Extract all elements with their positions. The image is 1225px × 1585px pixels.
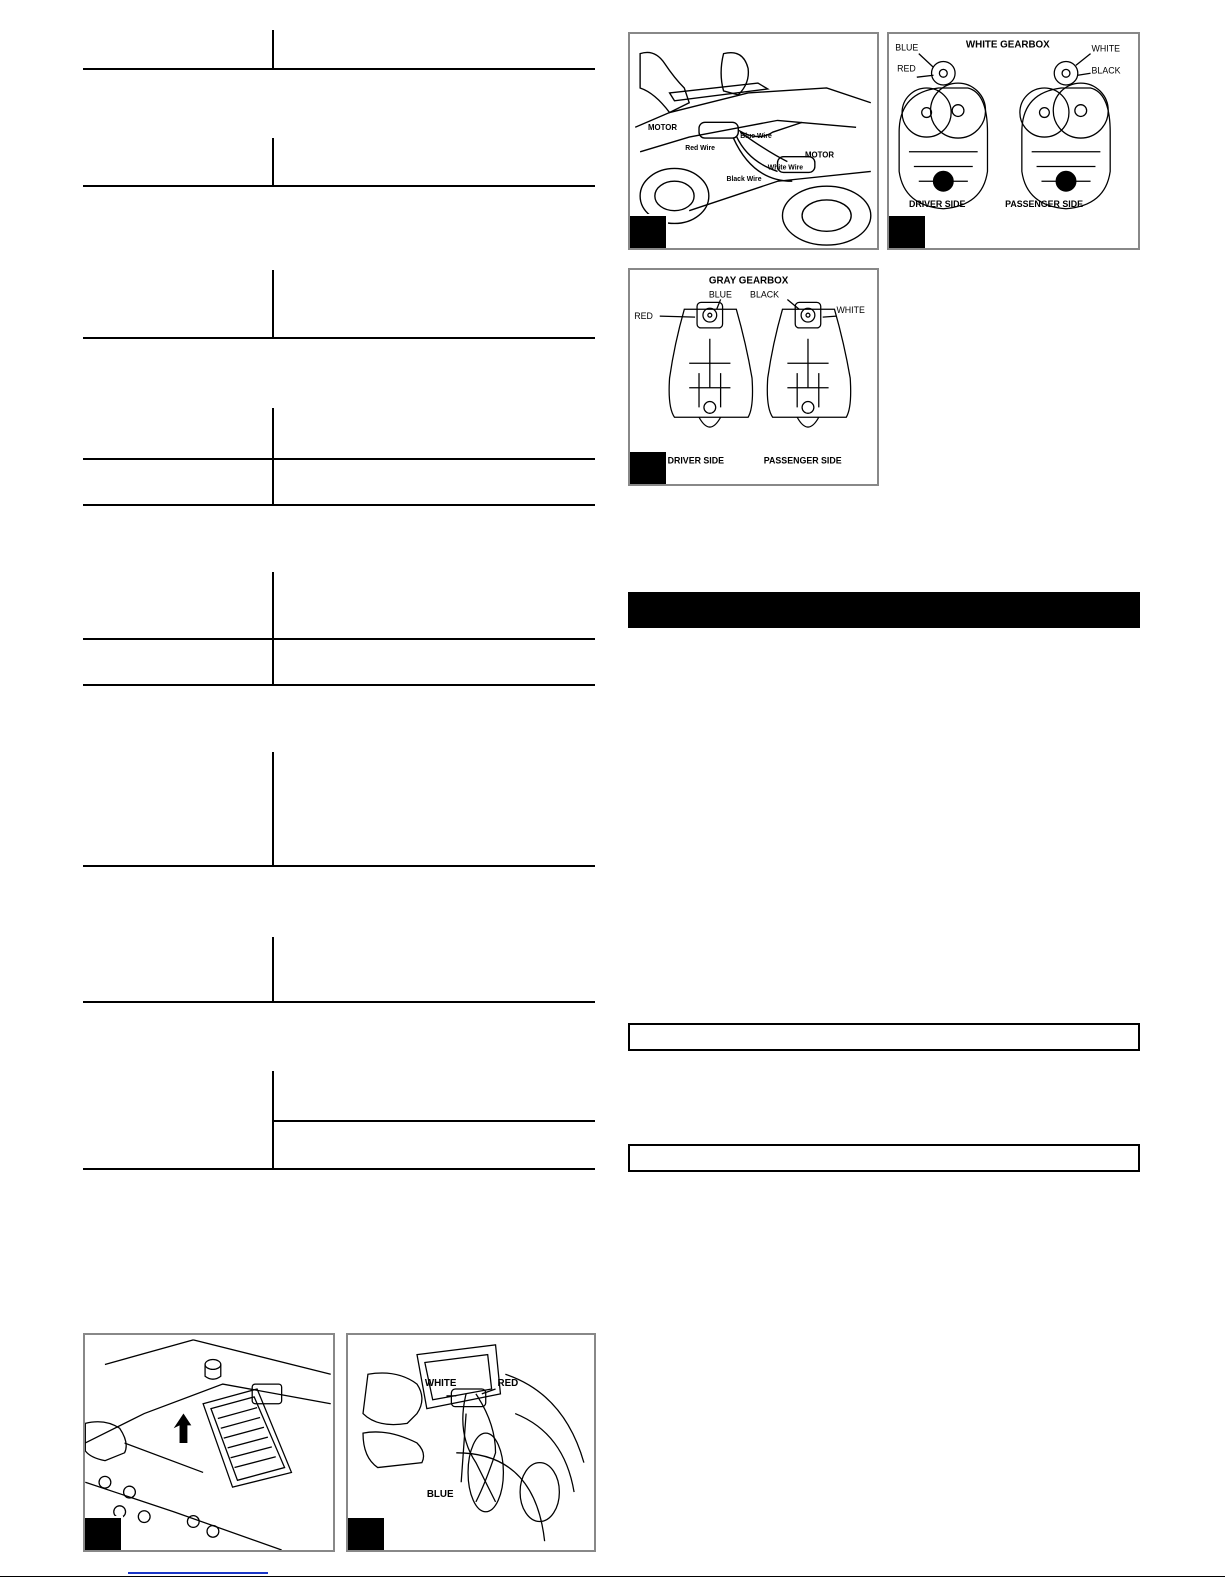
- table-divider: [272, 30, 274, 69]
- table-rule: [83, 458, 595, 460]
- table-rule: [83, 684, 595, 686]
- table-divider: [272, 408, 274, 505]
- figure-pedal-connector: [346, 1333, 596, 1552]
- label-blue: BLUE: [426, 1488, 454, 1500]
- label-driver-side: DRIVER SIDE: [908, 198, 966, 209]
- label-black-wire: Black Wire: [726, 176, 762, 184]
- note-box: [628, 1023, 1140, 1051]
- label-motor-left: MOTOR: [647, 123, 678, 133]
- label-black: BLACK: [750, 289, 780, 300]
- figure-number-box: [348, 1516, 386, 1550]
- figure-number-box: [630, 214, 668, 248]
- label-white-wire: White Wire: [767, 164, 804, 172]
- table-rule: [83, 1001, 595, 1003]
- table-rule: [83, 185, 595, 187]
- label-red: RED: [497, 1378, 519, 1390]
- label-red-wire: Red Wire: [685, 144, 715, 152]
- label-blue: BLUE: [708, 289, 732, 300]
- table-rule: [83, 504, 595, 506]
- arrow-up-icon: [174, 1414, 192, 1443]
- label-white: WHITE: [836, 305, 865, 316]
- figure-number-box: [630, 450, 668, 484]
- label-white: WHITE: [1091, 43, 1120, 54]
- footer-link-underline[interactable]: [128, 1572, 268, 1574]
- figure-number-box: [889, 214, 927, 248]
- table-rule: [83, 1168, 595, 1170]
- label-passenger-side: PASSENGER SIDE: [763, 455, 842, 466]
- gray-gearbox-title: GRAY GEARBOX: [708, 275, 789, 287]
- figure-motor-wiring: [628, 32, 879, 250]
- table-rule: [83, 638, 595, 640]
- label-driver-side: DRIVER SIDE: [667, 455, 725, 466]
- label-black: BLACK: [1091, 65, 1121, 76]
- note-box: [628, 1144, 1140, 1172]
- label-red: RED: [634, 311, 653, 322]
- label-passenger-side: PASSENGER SIDE: [1005, 198, 1083, 209]
- table-rule: [83, 337, 595, 339]
- table-rule: [83, 865, 595, 867]
- table-divider: [272, 138, 274, 186]
- table-rule: [83, 68, 595, 70]
- figure-gray-gearbox: [628, 268, 879, 486]
- figure-pedal-removal: [83, 1333, 335, 1552]
- table-divider: [272, 752, 274, 866]
- figure-number-box: [85, 1516, 123, 1550]
- footer-rule: [0, 1576, 1225, 1577]
- label-red: RED: [897, 63, 916, 74]
- table-divider: [272, 572, 274, 685]
- label-motor-right: MOTOR: [805, 150, 835, 160]
- label-blue-wire: Blue Wire: [740, 133, 772, 141]
- label-blue: BLUE: [895, 42, 919, 53]
- section-heading-bar: [628, 592, 1140, 628]
- label-white: WHITE: [424, 1378, 457, 1390]
- table-divider: [272, 270, 274, 338]
- table-rule: [272, 1120, 595, 1122]
- white-gearbox-title: WHITE GEARBOX: [965, 39, 1050, 51]
- table-divider: [272, 937, 274, 1002]
- figure-white-gearbox: [887, 32, 1140, 250]
